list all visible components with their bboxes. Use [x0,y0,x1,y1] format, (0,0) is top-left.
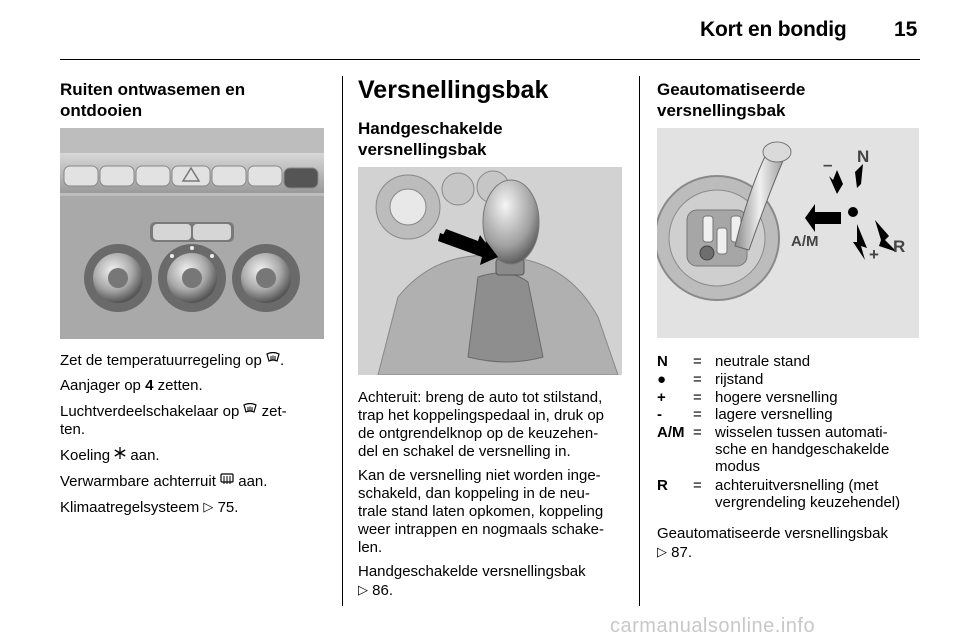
climate-control-figure [60,128,324,339]
page-reference-icon: ▷ [657,544,667,559]
instruction-rear-window: Verwarmbare achterruit aan. [60,473,268,490]
page-number: 15 [894,18,918,41]
reverse-gear-instructions: Achteruit: breng de auto tot stilstand, trap het koppelingspedaal in, druk op de ontgrendelknop op de keuzehen- del en schakel de versnelling in. [358,389,605,460]
instruction-fan: Aanjager op 4 zetten. [60,377,203,394]
manual-gearshift-figure [358,167,622,375]
label-minus: – [823,155,833,174]
instruction-cooling: Koeling aan. [60,447,160,464]
rear-window-heating-icon [220,472,234,490]
windscreen-defrost-icon [243,402,257,420]
defrost-instructions [60,351,330,517]
header-rule [60,59,920,60]
label-am: A/M [791,233,819,250]
instruction-reference: Klimaatregelsysteem ▷ 75. [60,499,239,516]
watermark: carmanualsonline.info [610,615,816,637]
column-divider-right [639,76,640,606]
instruction-temperature: Zet de temperatuurregeling op . [60,352,285,369]
manual-gearbox-text [358,389,628,600]
column-divider-left [342,76,343,606]
label-n: N [857,147,870,166]
label-r: R [893,237,906,256]
section-heading-automated: Geautomatiseerde versnellingsbak [657,80,806,120]
instruction-air-distribution: Luchtverdeelschakelaar op zet- ten. [60,403,287,438]
automated-gearshift-figure [657,128,919,338]
engagement-tip: Kan de versnelling niet worden inge- schakeld, dan koppeling in de neu- trale stand laten opkomen, koppeling weer intrappen en nogmaals schake- len. [358,467,604,556]
snowflake-icon [114,446,126,464]
automated-gearbox-reference: Geautomatiseerde versnellingsbak ▷ 87. [657,525,888,561]
page-header-title: Kort en bondig [700,18,847,41]
windscreen-defrost-icon [266,351,280,369]
page-reference-icon: ▷ [358,582,368,597]
page-reference-icon: ▷ [203,499,214,514]
label-plus: + [869,245,879,264]
section-heading-defrost: Ruiten ontwasemen en ontdooien [60,80,246,120]
subheading-manual-gearbox: Handgeschakelde versnellingsbak [358,119,503,159]
manual-gearbox-reference: Handgeschakelde versnellingsbak ▷ 86. [358,563,586,599]
section-title-gearbox: Versnellingsbak [358,76,549,104]
